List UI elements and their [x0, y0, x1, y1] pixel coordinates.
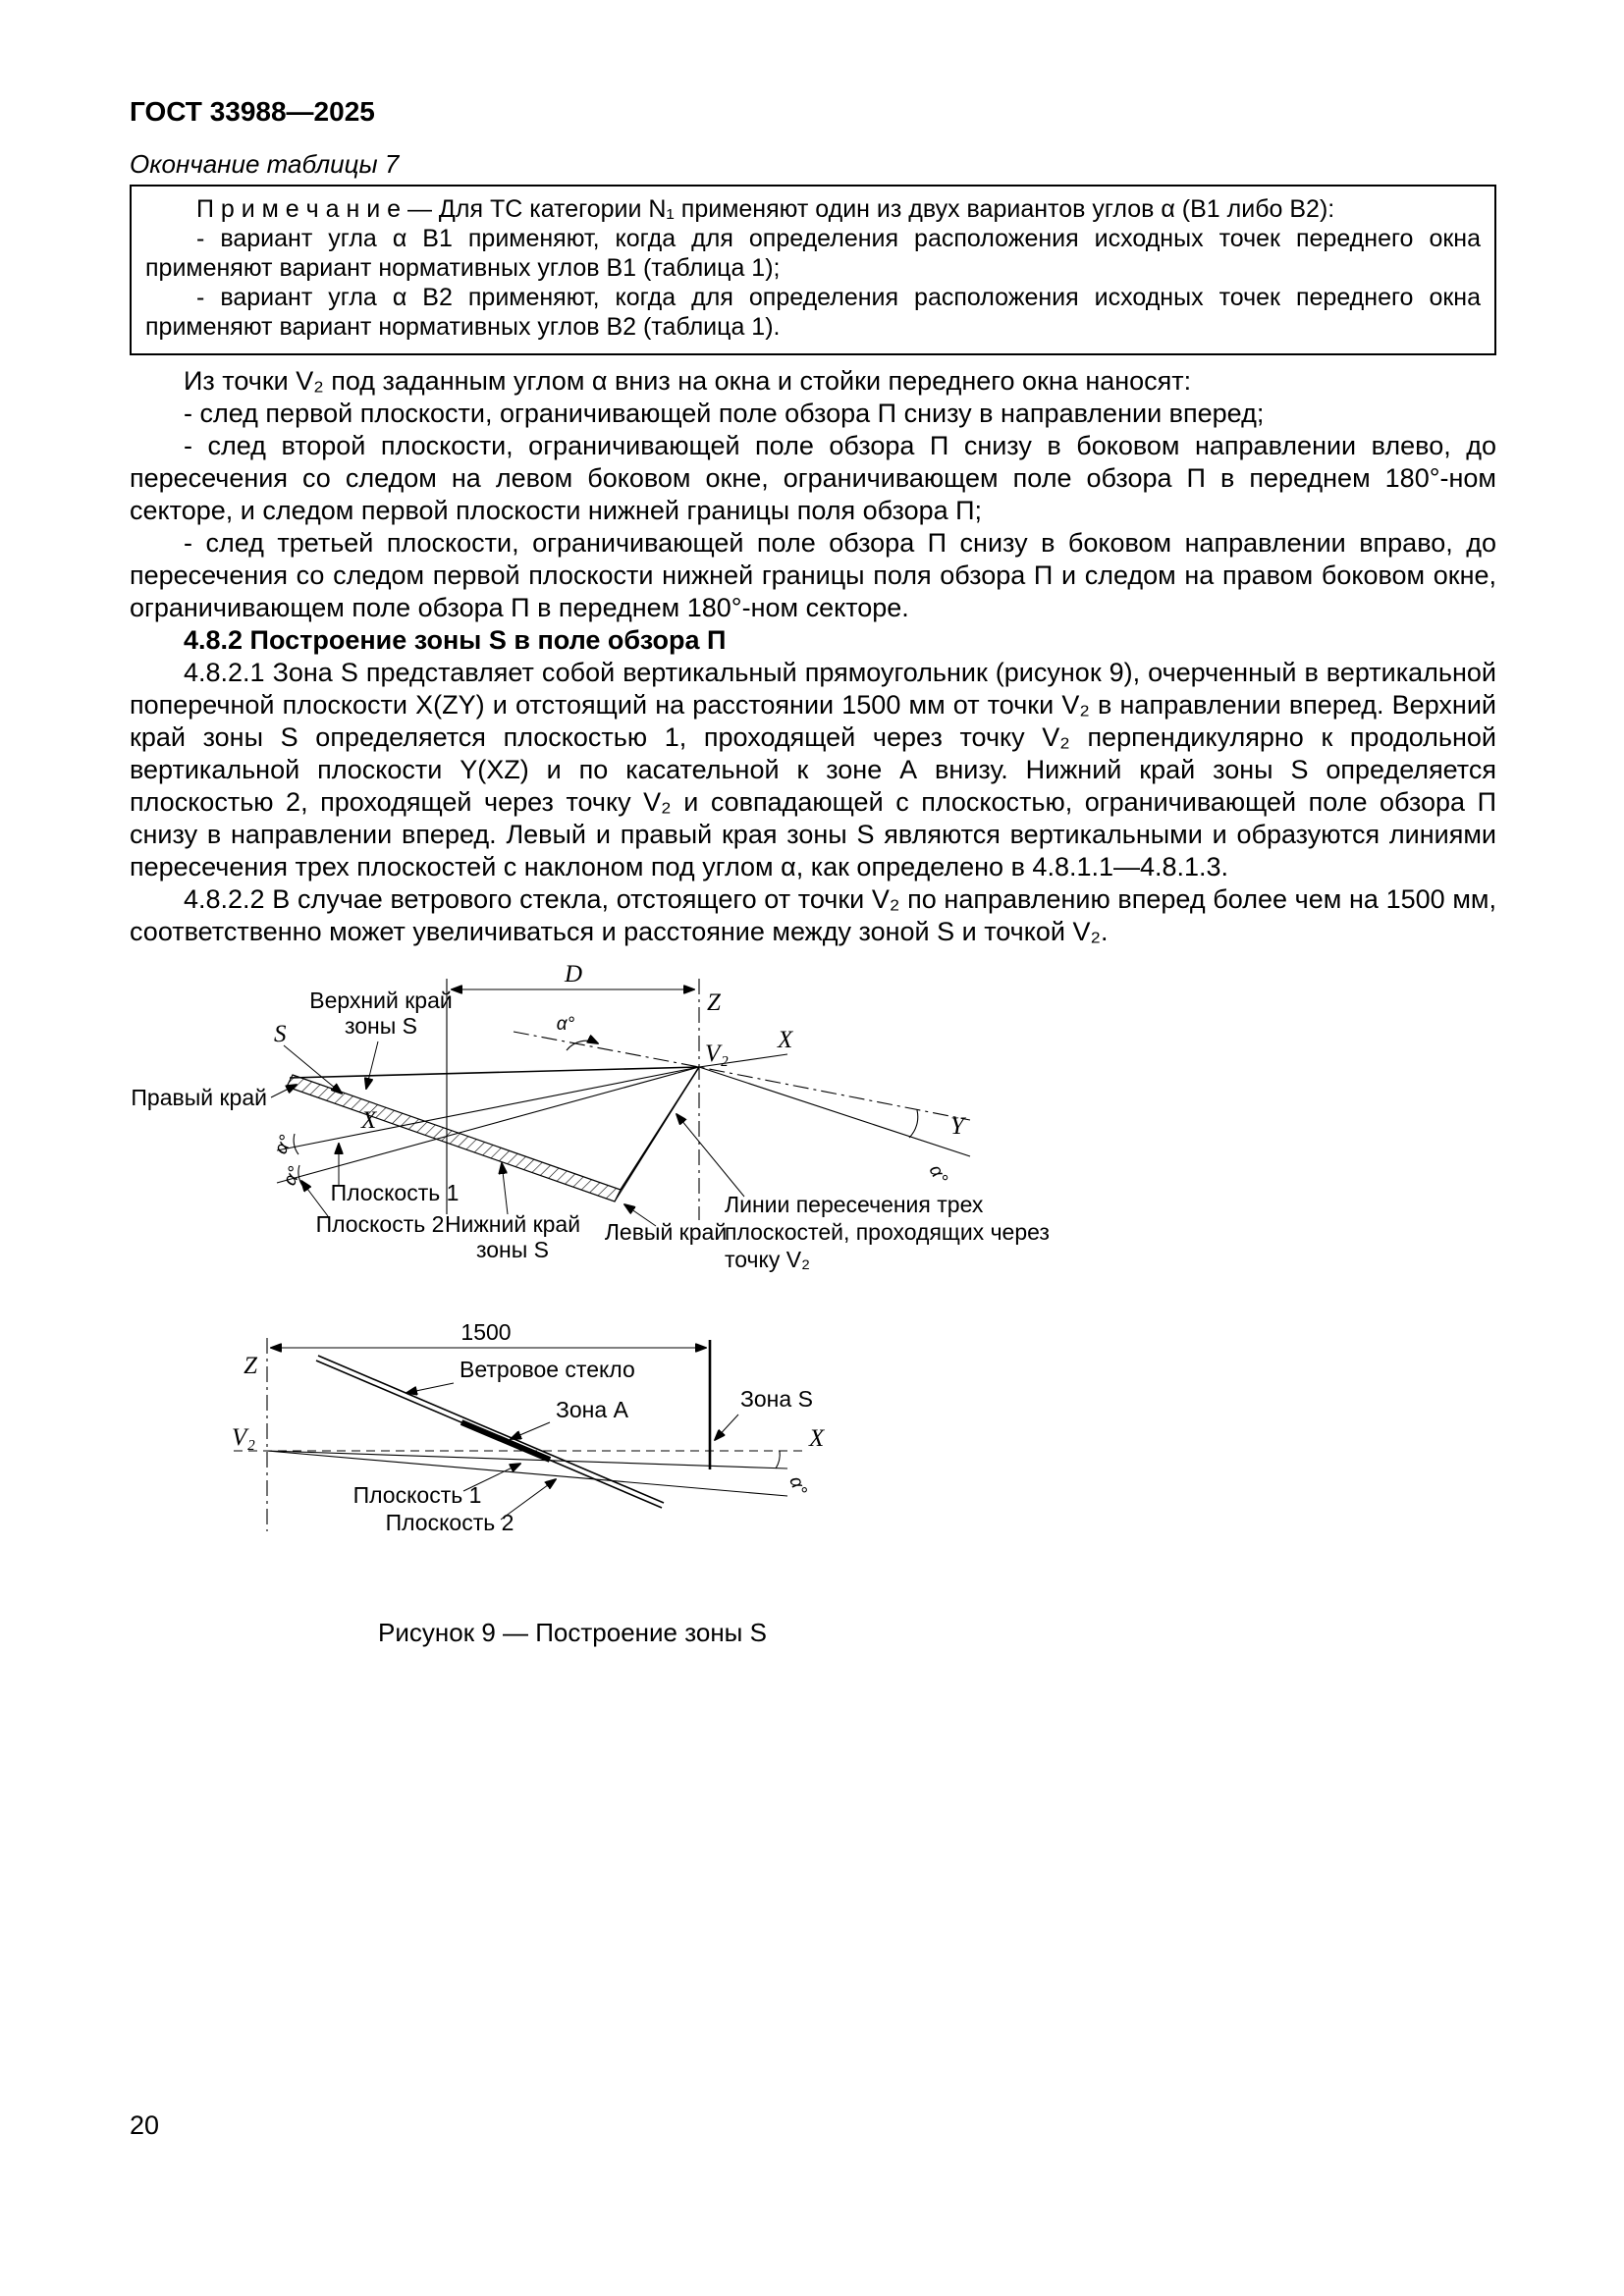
paragraph-4-8-2-1: 4.8.2.1 Зона S представляет собой вертикальный прямоугольник (рисунок 9), очерченный в вертикальной поперечной плоскости X(ZY) и отстоящий на расстоянии 1500 мм от точки V₂ в направлении вперед. Верхний край зоны S определяется плоскостью 1, проходящей через точку V₂ перпендикулярно к продольной вертикальной плоскости Y(XZ) и по касательной к зоне А внизу. Нижний край зоны S определяется плоскостью 2, проходящей через точку V₂ и совпадающей с плоскостью, ограничивающей поле обзора П снизу в направлении вперед. Левый и правый края зоны S являются вертикальными и образуются линиями пересечения трех плоскостей с наклоном под углом α, как определено в 4.8.1.1—4.8.1.3.	[130, 658, 1496, 881]
x-axis-label: X	[778, 1027, 793, 1053]
intersection-label-line2: плоскостей, проходящих через	[725, 1219, 1050, 1245]
plane2-label: Плоскость 2	[385, 1510, 514, 1535]
dimension-d-label: D	[564, 961, 583, 988]
heading-4-8-2: 4.8.2 Построение зоны S в поле обзора П	[184, 625, 727, 655]
plane2-label: Плоскость 2	[315, 1211, 445, 1237]
plane-trace-lines	[277, 1067, 970, 1183]
paragraph-intro: Из точки V₂ под заданным углом α вниз на окна и стойки переднего окна наносят:	[184, 366, 1192, 396]
alpha-left-label-1: α°	[270, 1132, 298, 1158]
table-continuation-label: Окончание таблицы 7	[130, 149, 400, 179]
lower-edge-label-line2: зоны S	[475, 1237, 550, 1262]
x-axis-label: X	[809, 1425, 825, 1452]
intersection-label-line1: Линии пересечения трех	[725, 1192, 984, 1217]
y-axis-label: Y	[950, 1113, 964, 1140]
alpha-label: α°	[785, 1473, 811, 1499]
figure9-perspective-diagram	[131, 961, 1060, 1281]
axes-lines	[514, 1032, 970, 1120]
zone-s-letter-label: S	[274, 1021, 287, 1047]
paragraph-second-plane: - след второй плоскости, ограничивающей поле обзора П снизу в боковом направлении влево, до пересечения со следом на левом боковом окне, ограничивающем поле обзора П в переднем 180°-ном секторе, и следом первой плоскости нижней границы поля обзора П;	[130, 431, 1496, 525]
plane1-label: Плоскость 1	[330, 1180, 460, 1205]
alpha-arc	[776, 1451, 780, 1468]
windshield-label: Ветровое стекло	[460, 1357, 635, 1382]
paragraph-third-plane: - след третьей плоскости, ограничивающей поле обзора П снизу в боковом направлении вправо, до пересечения со следом первой плоскости нижней границы поля обзора П и следом на правом боковом окне, ограничивающем поле обзора П в переднем 180°-ном секторе.	[130, 528, 1496, 622]
note-item-2: - вариант угла α В2 применяют, когда для определения расположения исходных точек переднего окна применяют вариант нормативных углов В2 (таблица 1).	[145, 284, 1481, 341]
plane1-label: Плоскость 1	[352, 1482, 482, 1508]
zone-s-label: Зона S	[740, 1386, 813, 1412]
z-axis-label: Z	[707, 989, 721, 1016]
alpha-top-label: α°	[556, 1014, 575, 1035]
z-axis-label: Z	[244, 1353, 257, 1379]
table7-note-box	[130, 185, 1496, 355]
body-text	[130, 365, 1496, 948]
lower-edge-label-line1: Нижний край	[444, 1211, 581, 1237]
x-left-label: X	[361, 1107, 377, 1134]
zone-a-label: Зона А	[556, 1397, 628, 1422]
page-number: 20	[130, 2110, 160, 2140]
dimension-1500-label: 1500	[460, 1319, 512, 1345]
upper-edge-label-line2: зоны S	[344, 1013, 418, 1039]
figure-caption: Рисунок 9 — Построение зоны S	[378, 1618, 767, 1647]
figure9-side-view-diagram	[196, 1320, 844, 1575]
paragraph-first-plane: - след первой плоскости, ограничивающей поле обзора П снизу в направлении вперед;	[184, 399, 1265, 428]
note-intro: П р и м е ч а н и е — Для ТС категории N₁ применяют один из двух вариантов углов α (В1 либо В2):	[196, 195, 1335, 223]
v2-point-label: V₂	[232, 1424, 255, 1451]
alpha-right-label: α°	[924, 1161, 951, 1188]
intersection-label-line3: точку V₂	[725, 1247, 811, 1272]
left-edge-label: Левый край	[604, 1219, 728, 1245]
alpha-left-label-2: α°	[279, 1163, 306, 1190]
document-number: ГОСТ 33988—2025	[130, 96, 375, 127]
v2-point-label: V₂	[705, 1041, 729, 1067]
upper-edge-label-line1: Верхний край	[309, 988, 453, 1013]
note-item-1: - вариант угла α В1 применяют, когда для определения расположения исходных точек переднего окна применяют вариант нормативных углов В1 (таблица 1);	[145, 225, 1481, 282]
paragraph-4-8-2-2: 4.8.2.2 В случае ветрового стекла, отстоящего от точки V₂ по направлению вперед более чем на 1500 мм, соответственно может увеличиваться и расстояние между зоной S и точкой V₂.	[130, 884, 1496, 946]
right-edge-label: Правый край	[131, 1085, 267, 1110]
